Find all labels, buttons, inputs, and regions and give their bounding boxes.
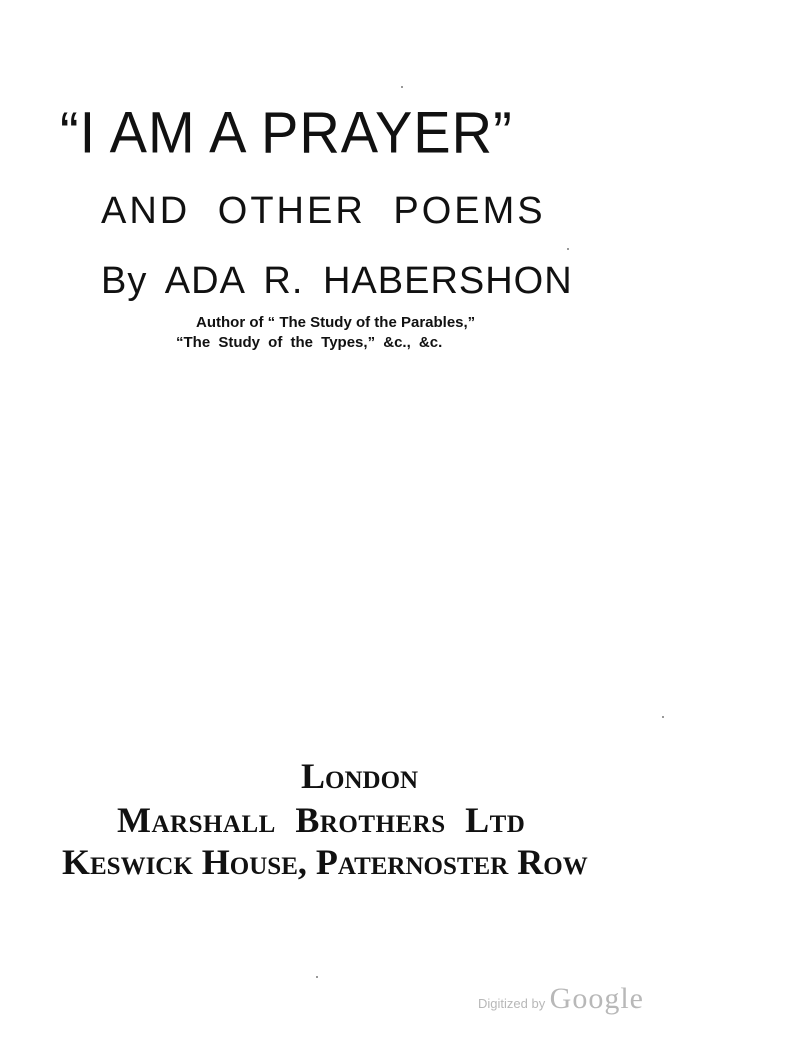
book-subtitle: AND OTHER POEMS xyxy=(101,190,546,232)
publisher-city: London xyxy=(301,756,419,796)
author-byline: By ADA R. HABERSHON xyxy=(101,260,573,302)
scan-speck xyxy=(316,976,318,978)
digitized-watermark xyxy=(478,982,644,1016)
scan-speck xyxy=(567,248,569,250)
book-title: “I AM A PRAYER” xyxy=(60,99,513,166)
scan-speck xyxy=(401,86,403,88)
author-note-line-2: “The Study of the Types,” &c., &c. xyxy=(176,334,443,351)
author-previous-works xyxy=(176,313,475,353)
scan-speck xyxy=(662,716,664,718)
author-note-line-1: Author of “ The Study of the Parables,” xyxy=(196,314,476,331)
digitized-prefix: Digitized by xyxy=(478,996,546,1011)
publisher-name: Marshall Brothers Ltd xyxy=(117,800,526,840)
publisher-address: Keswick House, Paternoster Row xyxy=(62,842,588,882)
google-logo-text: Google xyxy=(549,982,644,1015)
